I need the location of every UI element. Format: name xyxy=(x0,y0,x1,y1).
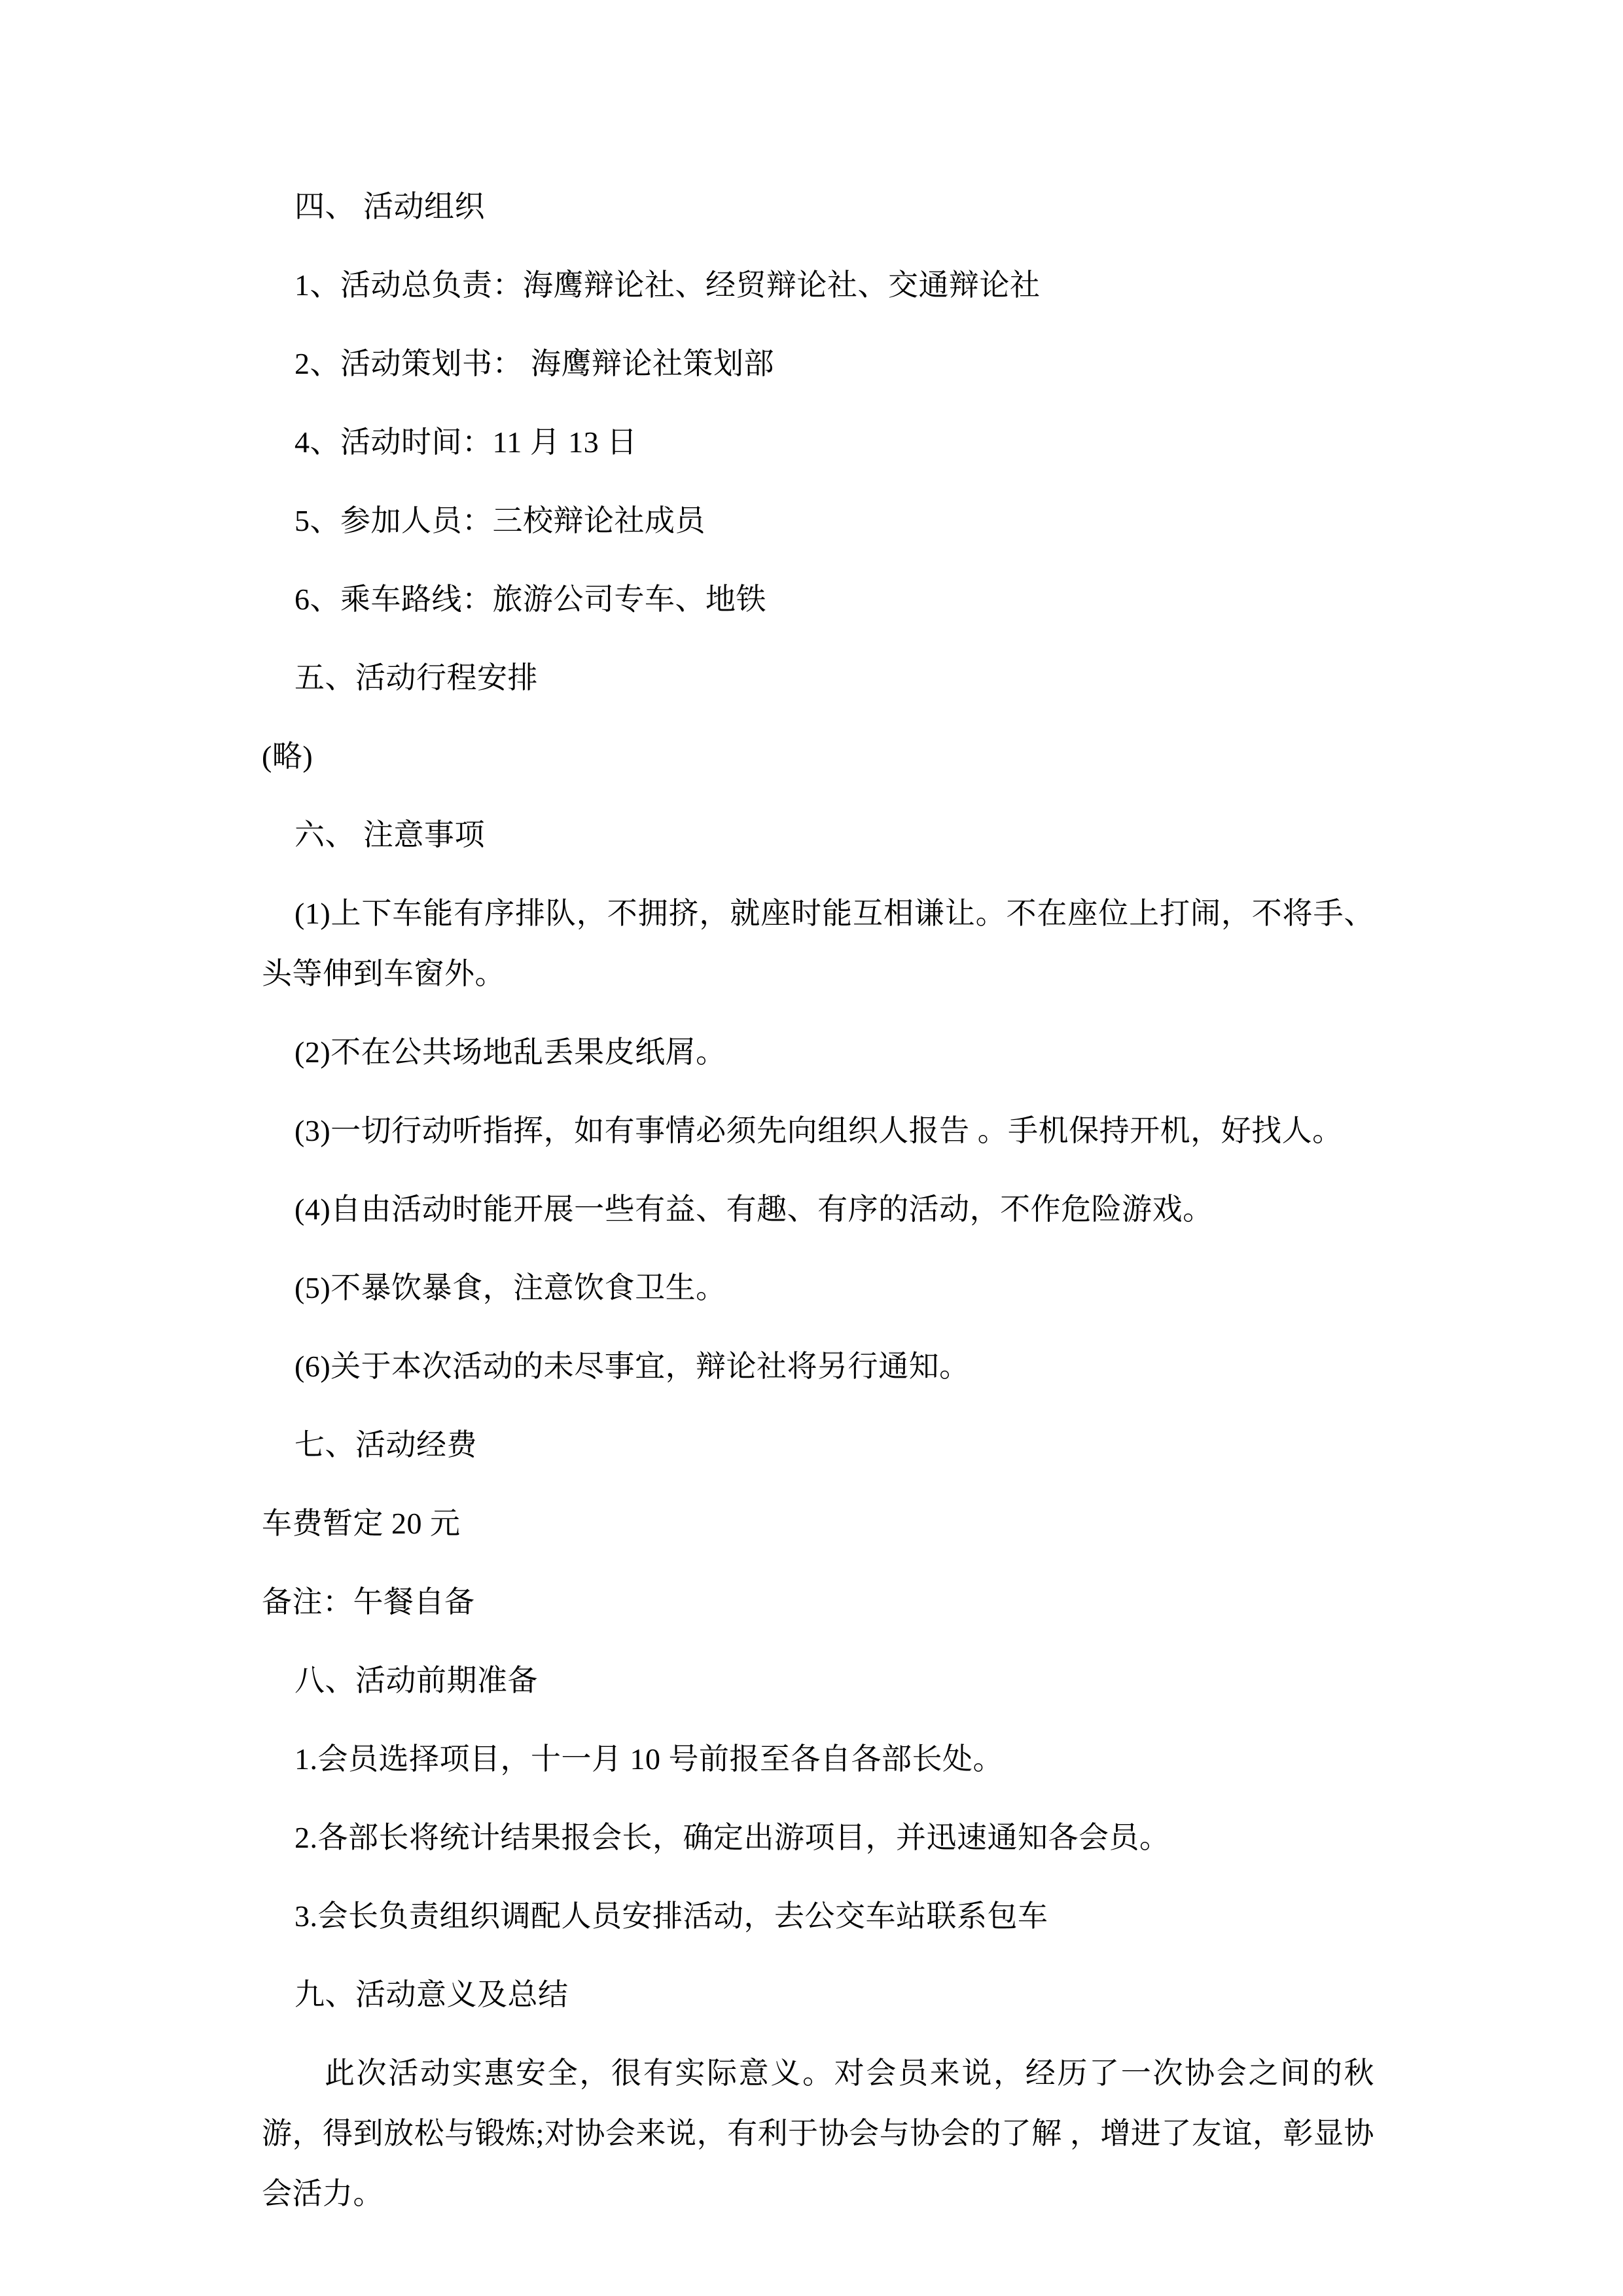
precaution-item-6: (6)关于本次活动的未尽事宜，辩论社将另行通知。 xyxy=(294,1350,970,1383)
precaution-item-3: (3)一切行动听指挥，如有事情必须先向组织人报告 。手机保持开机，好找人。 xyxy=(294,1114,1343,1147)
section-heading-itinerary: 五、活动行程安排 xyxy=(294,661,538,694)
section-heading-budget: 七、活动经费 xyxy=(294,1428,477,1462)
list-item-activity-time: 4、活动时间：11 月 13 日 xyxy=(294,425,637,459)
precaution-item-2: (2)不在公共场地乱丢果皮纸屑。 xyxy=(294,1035,726,1069)
section-heading-significance: 九、活动意义及总结 xyxy=(294,1978,569,2011)
preparation-item-2: 2.各部长将统计结果报会长，确定出游项目，并迅速通知各会员。 xyxy=(294,1821,1170,1854)
list-item-transport-route: 6、乘车路线：旅游公司专车、地铁 xyxy=(294,583,766,616)
budget-remark: 备注：午餐自备 xyxy=(262,1585,475,1619)
section-heading-activity-organization: 四、 活动组织 xyxy=(294,190,485,223)
significance-summary-text: 此次活动实惠安全，很有实际意义。对会员来说，经历了一次协会之间的秋游，得到放松与锻炼;对协会来说，有利于协会与协会的了解 ，增进了友谊，彰显协会活力。 xyxy=(262,2056,1374,2210)
list-item-planning-document: 2、活动策划书： 海鹰辩论社策划部 xyxy=(294,347,774,380)
budget-fare-amount: 车费暂定 20 元 xyxy=(262,1507,461,1540)
preparation-item-1: 1.会员选择项目，十一月 10 号前报至各自各部长处。 xyxy=(294,1742,1003,1776)
section-heading-precautions: 六、 注意事项 xyxy=(294,818,485,852)
precaution-item-4: (4)自由活动时能开展一些有益、有趣、有序的活动，不作危险游戏。 xyxy=(294,1193,1213,1226)
itinerary-omitted-note: (略) xyxy=(262,740,313,773)
list-item-overall-responsible: 1、活动总负责：海鹰辩论社、经贸辩论社、交通辩论社 xyxy=(294,268,1041,302)
precaution-item-5: (5)不暴饮暴食，注意饮食卫生。 xyxy=(294,1271,726,1304)
section-heading-preparation: 八、活动前期准备 xyxy=(294,1664,538,1697)
preparation-item-3: 3.会长负责组织调配人员安排活动，去公交车站联系包车 xyxy=(294,1899,1048,1933)
list-item-participants: 5、参加人员：三校辩论社成员 xyxy=(294,504,705,537)
precaution-item-1: (1)上下车能有序排队，不拥挤，就座时能互相谦让。不在座位上打闹，不将手、头等伸到车窗外。 xyxy=(262,897,1374,990)
document-body xyxy=(262,177,1374,2242)
